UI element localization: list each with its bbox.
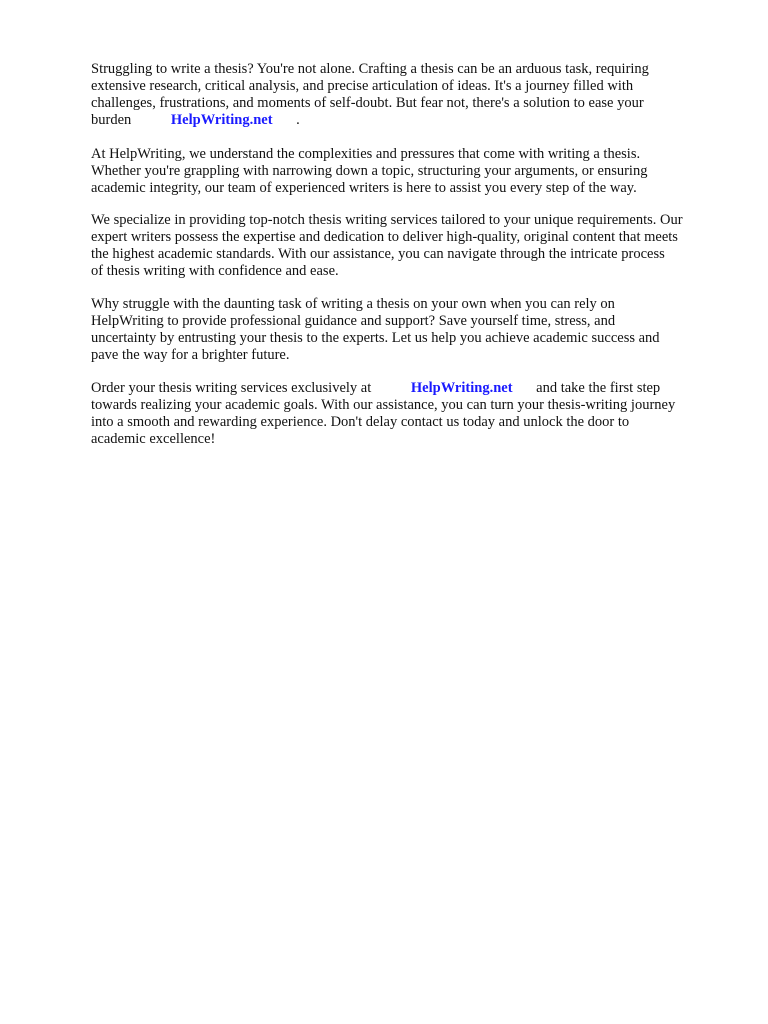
text-line: Why struggle with the daunting task of writing a thesis on your own when you can rely on bbox=[91, 296, 615, 312]
helpwriting-link[interactable]: HelpWriting.net bbox=[170, 112, 273, 128]
paragraph-why bbox=[91, 296, 731, 364]
helpwriting-link[interactable]: HelpWriting.net bbox=[410, 380, 513, 396]
paragraph-order bbox=[91, 380, 731, 448]
text-line: academic integrity, our team of experienced writers is here to assist you every step of the way. bbox=[91, 180, 637, 196]
paragraph-about bbox=[91, 146, 731, 197]
text-line: Whether you're grappling with narrowing down a topic, structuring your arguments, or ensuring bbox=[91, 163, 648, 179]
text-line: the highest academic standards. With our assistance, you can navigate through the intricate process bbox=[91, 246, 665, 262]
text-fragment: Order your thesis writing services exclusively at bbox=[91, 380, 372, 396]
text-line: extensive research, critical analysis, and precise articulation of ideas. It's a journey filled with bbox=[91, 78, 634, 94]
text-line: expert writers possess the expertise and dedication to deliver high-quality, original content that meets bbox=[91, 229, 678, 245]
text-line: into a smooth and rewarding experience. Don't delay contact us today and unlock the door to bbox=[91, 414, 630, 430]
text-line: At HelpWriting, we understand the complexities and pressures that come with writing a thesis. bbox=[91, 146, 641, 162]
text-line bbox=[91, 380, 731, 397]
text-line: Struggling to write a thesis? You're not alone. Crafting a thesis can be an arduous task, requiring bbox=[91, 61, 649, 77]
paragraph-intro bbox=[91, 61, 731, 129]
text-line: HelpWriting to provide professional guidance and support? Save yourself time, stress, and bbox=[91, 313, 616, 329]
text-fragment: and take the first step bbox=[536, 380, 661, 396]
paragraph-services bbox=[91, 212, 731, 280]
text-fragment: . bbox=[296, 112, 300, 128]
text-line: uncertainty by entrusting your thesis to the experts. Let us help you achieve academic success and bbox=[91, 330, 660, 346]
text-line: challenges, frustrations, and moments of self-doubt. But fear not, there's a solution to ease your bbox=[91, 95, 644, 111]
text-line: towards realizing your academic goals. With our assistance, you can turn your thesis-writing journey bbox=[91, 397, 676, 413]
text-line: pave the way for a brighter future. bbox=[91, 347, 290, 363]
text-line: We specialize in providing top-notch thesis writing services tailored to your unique requirements. Our bbox=[91, 212, 683, 228]
text-line: of thesis writing with confidence and ease. bbox=[91, 263, 339, 279]
text-fragment: burden bbox=[91, 112, 132, 128]
text-line: academic excellence! bbox=[91, 431, 216, 447]
text-line bbox=[91, 112, 731, 129]
